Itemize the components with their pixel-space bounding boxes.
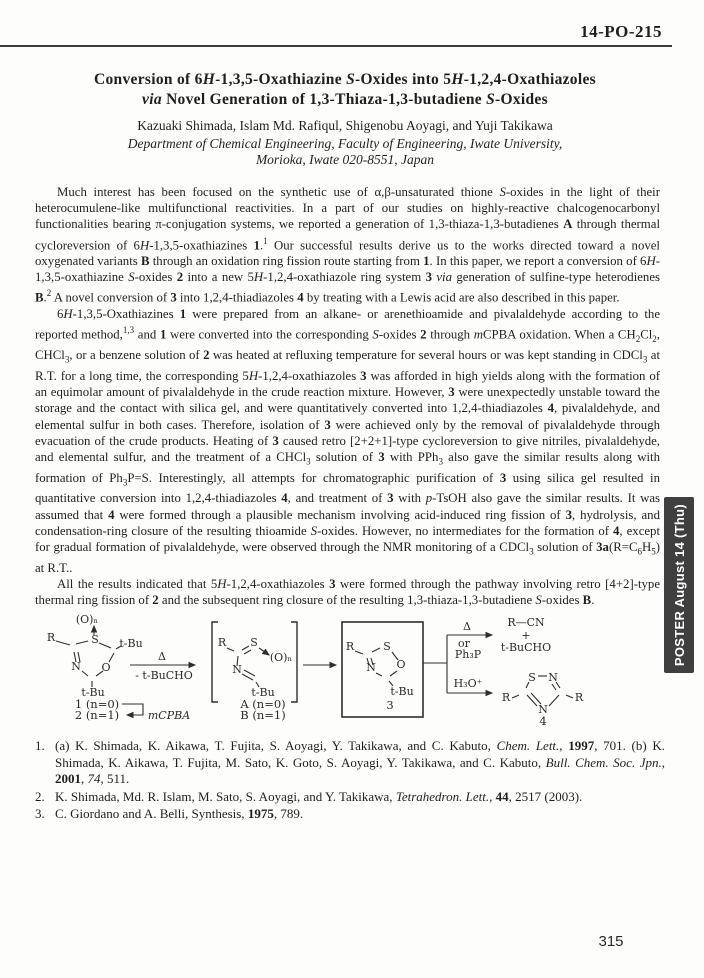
paragraph-2: 6H-1,3,5-Oxathiazines 1 were prepared from an alkane- or arenethioamide and pivalaldehyde according to the reported method,$^{1,3}$ and 1 were converted into the corresponding S-oxides 2 through mCPBA oxidation. When a $CH_2Cl_2$, CHCl$_3$, or a benzene solution of 2 was heated at refluxing temperature for several hours or was kept standing in CDCl$_3$ at R.T. for a long time, the corresponding 5H-1,2,4-oxathiazoles 3 was afforded in high yields along with the formation of an equimolar amount of pivalaldehyde in the crude reaction mixture. However, 3 were unexpectedly unstable toward the storage and the contact with silica gel, and were quantitatively converted into 1,2,4-thiadiazoles 4, pivalaldehyde, and elemental sulfur in both cases. Therefore, isolation of 3 were achieved only by the removal of pivalaldehyde through evacuation of the crude products. Heating of 3 caused retro [2+2+1]-type cycloreversion to give nitriles, pivalaldehyde, and elemental sulfur, and the treatment of a CHCl$_3$ solution of 3 with PPh$_3$ also gave the similar results along with formation of $Ph_3P=S$. Interestingly, all attempts for chromatographic purification of 3 using silica gel resulted in quantitative conversion into 1,2,4-thiadiazoles 4, and treatment of 3 with p-TsOH also gave the similar results. It was assumed that 4 were formed through a plausible mechanism involving acid-induced ring fission of 3, hydrolysis, and condensation-ring closure of the resulting thioamide S-oxides. However, no intermediates for the formation of 4, except for gradual formation of pivalaldehyde, were observed through the NMR monitoring of a CDCl$_3$ solution of $3a(R=C_6H_5)$ at R.T.. <box>35 306 660 575</box>
c4-s-label: S <box>528 671 536 684</box>
reaction-scheme <box>30 610 650 742</box>
plus-sign: + <box>521 629 531 642</box>
mcpba-reagent-label: mCPBA <box>147 709 191 722</box>
affiliation <box>20 136 670 168</box>
compound-a-caption: A (n=0) <box>240 697 286 711</box>
page-number: 315 <box>598 933 624 950</box>
paper-id: 14-PO-215 <box>580 22 662 41</box>
rcn-product-label: R—CN <box>507 616 545 629</box>
reference-number: 2. <box>35 788 45 804</box>
header-rule <box>0 45 672 47</box>
abstract-body <box>35 184 660 612</box>
c3-o-label: O <box>396 658 406 671</box>
ph3p-label: Ph₃P <box>454 648 482 661</box>
c3-s-label: S <box>383 640 391 653</box>
reference-text: C. Giordano and A. Belli, Synthesis, 1975, 789. <box>55 806 304 821</box>
references-list <box>35 738 665 824</box>
reference-number: 3. <box>35 806 45 821</box>
reference-item <box>35 806 665 823</box>
tbucho-product-label: t-BuCHO <box>500 641 552 654</box>
c3-r-label: R <box>345 640 355 653</box>
branch-or-label: or <box>458 637 470 650</box>
h3o-label: H₃O⁺ <box>453 677 483 690</box>
c3-tbu-label: t-Bu <box>390 685 414 698</box>
compound-2-caption: 2 (n=1) <box>74 708 120 722</box>
affiliation-line2: Morioka, Iwate 020-8551, Japan <box>255 152 435 167</box>
c4-rleft-label: R <box>501 691 511 704</box>
paper-title <box>20 70 670 110</box>
ab-r-label: R <box>217 636 227 649</box>
o-atom-label: O <box>101 661 111 674</box>
affiliation-line1: Department of Chemical Engineering, Faculty of Engineering, Iwate University, <box>127 136 563 151</box>
c3-n-label: N <box>366 661 376 674</box>
poster-session-tab <box>664 497 694 673</box>
c4-rright-label: R <box>574 691 584 704</box>
oxide-n-label: (O)ₙ <box>75 613 99 626</box>
reference-text: K. Shimada, Md. R. Islam, M. Sato, S. Aoyagi, and Y. Takikawa, Tetrahedron. Lett., 44, 2517 (2003). <box>55 788 583 804</box>
paragraph-3: All the results indicated that 5H-1,2,4-oxathiazoles 3 were formed through the pathway involving retro [4+2]-type thermal ring fission of 2 and the subsequent ring closure of the resulting 1,3-thiaza-1,3-butadiene S-oxides B. <box>35 577 660 608</box>
compound-3-caption: 3 <box>386 698 394 712</box>
ab-n-label: N <box>232 663 242 676</box>
compound-4-caption: 4 <box>539 714 547 728</box>
r-group-label: R <box>46 631 56 644</box>
n-atom-label: N <box>71 660 81 673</box>
c4-nbottom-label: N <box>538 703 548 716</box>
c4-ntop-label: N <box>548 671 558 684</box>
reference-item <box>35 789 665 806</box>
delta-label: Δ <box>158 650 166 663</box>
ab-oxn-label: (O)ₙ <box>269 651 293 664</box>
reaction-scheme-svg <box>30 610 650 742</box>
reference-text: (a) K. Shimada, K. Aikawa, T. Fujita, S. Aoyagi, Y. Takikawa, and C. Kabuto, Chem. Lett., 1997, 701. (b) K. Shimada, K. Aikawa, T. Fujita, M. Sato, K. Goto, S. Aoyagi, Y. Takikawa, and C. Kabuto, Bull. Chem. Soc. Jpn., 2001, 74, 511. <box>55 738 665 786</box>
branch-delta-label: Δ <box>463 620 471 633</box>
ab-s-label: S <box>250 636 258 649</box>
tbu-top-label: t-Bu <box>119 637 143 650</box>
compound-b-caption: B (n=1) <box>240 708 286 722</box>
compound-1-caption: 1 (n=0) <box>74 697 120 711</box>
reference-item <box>35 738 665 788</box>
tbucho-loss-label: - t-BuCHO <box>135 669 193 682</box>
poster-session-tab-label: POSTER August 14 (Thu) <box>671 503 687 667</box>
paragraph-1: Much interest has been focused on the synthetic use of α,β-unsaturated thione S-oxides in the light of their heterocumulene-like multifunctional reactivities. In a part of our studies on highly-reactive chalcogenocarbonyl functionalities bearing π-conjugation systems, we reported a generation of 1,3-thiaza-1,3-butadienes A through thermal cycloreversion of 6H-1,3,5-oxathiazines 1.$^1$ Our successful results derive us to the works directed toward a novel oxygenated variants B through an oxidation ring fission route starting from 1. In this paper, we report a conversion of 6H-1,3,5-oxathiazine S-oxides 2 into a new 5H-1,2,4-oxathiazole ring system 3 via generation of sulfine-type heterodienes B.$^2$ A novel conversion of 3 into 1,2,4-thiadiazoles 4 by treating with a Lewis acid are also described in this paper. <box>35 185 660 305</box>
authors-line: Kazuaki Shimada, Islam Md. Rafiqul, Shigenobu Aoyagi, and Yuji Takikawa <box>137 118 553 133</box>
title-line1: Conversion of 6H-1,3,5-Oxathiazine S-Oxides into 5H-1,2,4-Oxathiazoles <box>94 71 596 88</box>
s-atom-label: S <box>91 633 99 646</box>
reference-number: 1. <box>35 738 45 753</box>
ab-tbu-label: t-Bu <box>251 686 275 699</box>
tbu-bottom-label: t-Bu <box>81 686 105 699</box>
title-line2: via Novel Generation of 1,3-Thiaza-1,3-butadiene S-Oxides <box>142 91 548 108</box>
